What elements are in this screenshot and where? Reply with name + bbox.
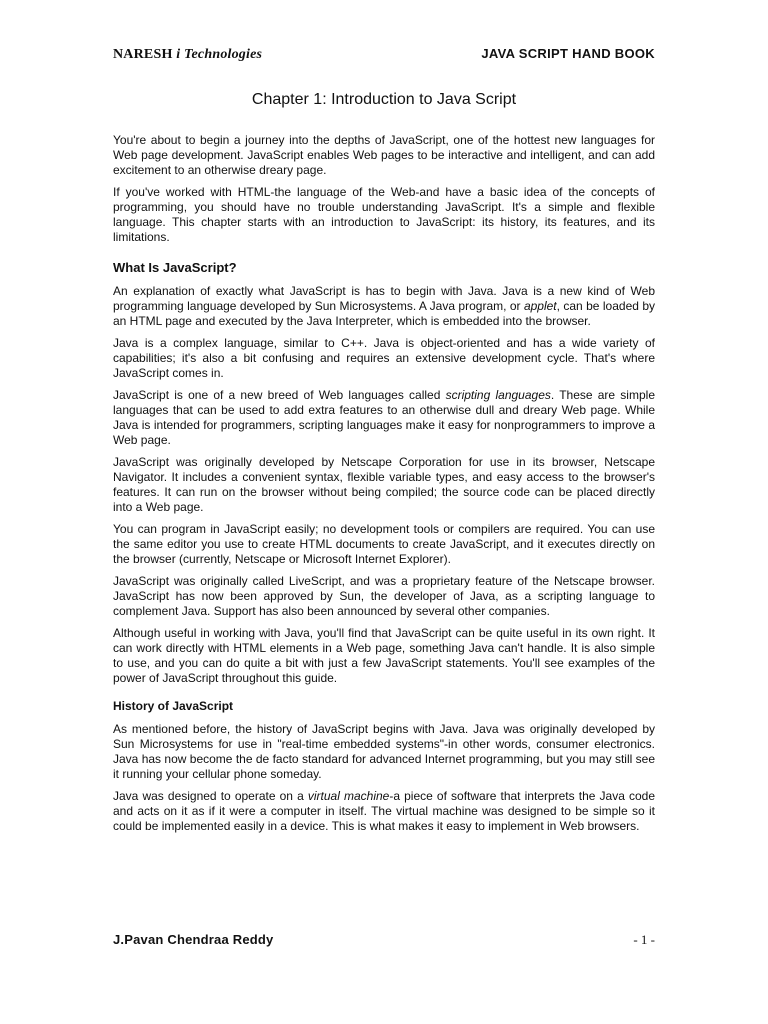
brand-naresh: NARESH <box>113 47 173 62</box>
history-p2-text-a: Java was designed to operate on a <box>113 789 308 803</box>
what-is-paragraph-1 <box>113 284 655 329</box>
what-is-paragraph-7: Although useful in working with Java, you'll find that JavaScript can be quite useful in its own right. It can work directly with HTML elements in a Web page, something Java can't handle. It is also simple to use, and you can do quite a bit with just a few JavaScript statements. You'll see examples of the power of JavaScript throughout this guide. <box>113 626 655 685</box>
what-is-p3-text-a: JavaScript is one of a new breed of Web languages called <box>113 388 446 402</box>
page-header <box>113 46 655 66</box>
what-is-paragraph-2: Java is a complex language, similar to C++. Java is object-oriented and has a wide variety of capabilities; it's also a bit confusing and requires an extensive development cycle. That's where JavaScript comes in. <box>113 336 655 380</box>
intro-paragraph-1: You're about to begin a journey into the depths of JavaScript, one of the hottest new languages for Web page development. JavaScript enables Web pages to be interactive and intelligent, and can add excitement to an otherwise dreary page. <box>113 133 655 177</box>
page-content <box>113 90 655 841</box>
what-is-paragraph-6: JavaScript was originally called LiveScript, and was a proprietary feature of the Netscape browser. JavaScript has now been approved by Sun, the developer of Java, as a scripting language to complement Java. Support has also been announced by several other companies. <box>113 574 655 618</box>
history-paragraph-1: As mentioned before, the history of JavaScript begins with Java. Java was originally developed by Sun Microsystems for use in "real-time embedded systems"-in other words, consumer electronics. Java has now become the de facto standard for advanced Internet programming, but you may still see it running your cellular phone someday. <box>113 722 655 781</box>
brand-i: i <box>176 47 181 62</box>
history-p2-emphasis: virtual machine <box>307 789 390 803</box>
section-heading-what-is-javascript: What Is JavaScript? <box>113 260 237 275</box>
page-footer <box>113 932 655 948</box>
chapter-title: Chapter 1: Introduction to Java Script <box>251 91 517 108</box>
what-is-paragraph-5: You can program in JavaScript easily; no development tools or compilers are required. You can use the same editor you use to create HTML documents to create JavaScript, and it executes directly on the browser (currently, Netscape or Microsoft Internet Explorer). <box>113 522 655 566</box>
what-is-paragraph-3 <box>113 388 655 448</box>
history-p2-text-b: -a piece of software that interprets the Java code and acts on it as if it were a computer in itself. The virtual machine was designed to be simple so it could be implemented easily in a device. This is what makes it easy to implement in Web browsers. <box>113 789 656 833</box>
what-is-p3-emphasis: scripting languages <box>445 388 551 402</box>
section-heading-history: History of JavaScript <box>113 699 234 713</box>
what-is-p1-text-a: An explanation of exactly what JavaScript is has to begin with Java. Java is a new kind of Web programming language developed by Sun Microsystems. A Java program, or <box>113 284 655 313</box>
author-name: J.Pavan Chendraa Reddy <box>113 932 274 947</box>
what-is-p1-text-b: , can be loaded by an HTML page and executed by the Java Interpreter, which is embedded into the browser. <box>113 299 656 328</box>
brand-technologies: Technologies <box>184 47 263 62</box>
book-title: JAVA SCRIPT HAND BOOK <box>481 46 655 61</box>
what-is-paragraph-4: JavaScript was originally developed by Netscape Corporation for use in its browser, Netscape Navigator. It includes a convenient syntax, flexible variable types, and easy access to the browser's features. It can run on the browser without being compiled; the source code can be placed directly into a Web page. <box>113 455 655 514</box>
what-is-p3-text-b: . These are simple languages that can be used to add extra features to an otherwise dull and dreary Web page. While Java is intended for programmers, scripting languages make it easy for nonprogrammers to improve a Web page. <box>113 388 655 447</box>
history-paragraph-2 <box>113 789 655 834</box>
what-is-p1-emphasis: applet <box>523 299 557 313</box>
intro-paragraph-2: If you've worked with HTML-the language of the Web-and have a basic idea of the concepts of programming, you should have no trouble understanding JavaScript. It's a simple and flexible language. This chapter starts with an introduction to JavaScript: its history, its features, and its limitations. <box>113 185 655 244</box>
page-number: - 1 - <box>633 932 655 947</box>
brand-name <box>113 47 262 63</box>
